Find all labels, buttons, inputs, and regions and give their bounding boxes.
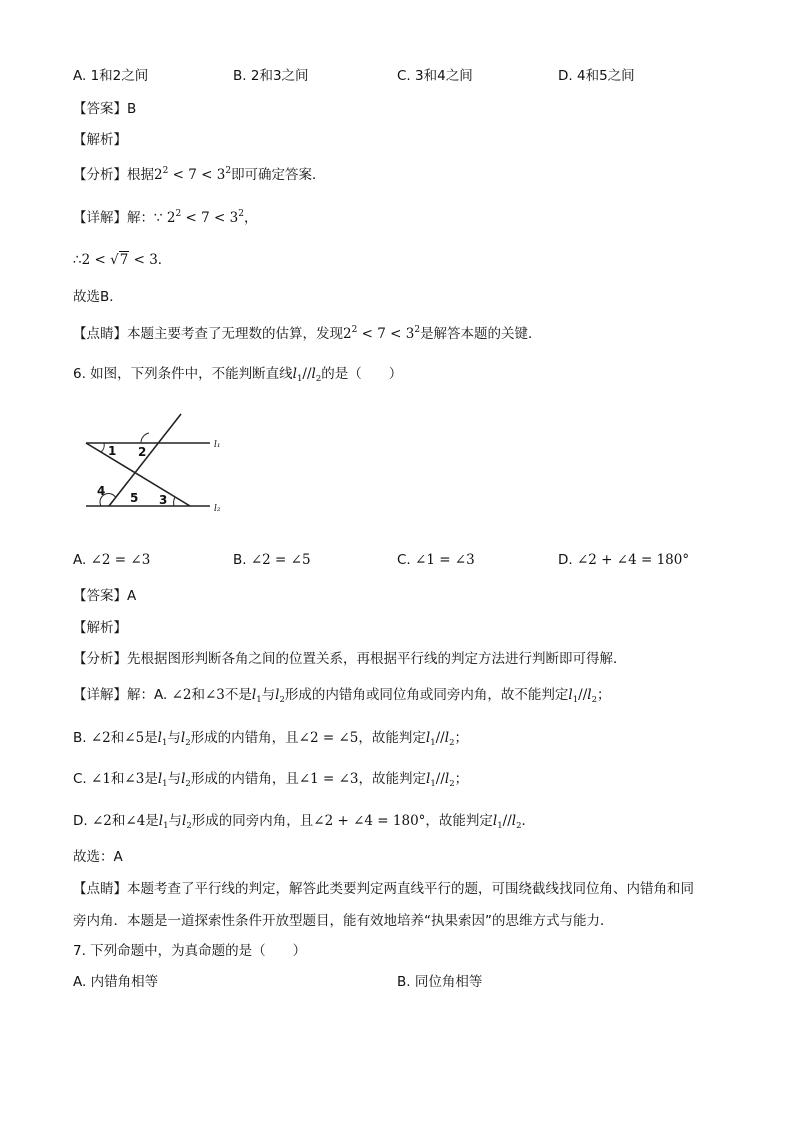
q6-detail-a: 【详解】解：A. ∠2和∠3不是$l_1$与$l_2$形成的内错角或同位角或同旁内角，故不能判定$l_1//l_2$； <box>73 687 611 705</box>
q5-option-c: C. 3和4之间 <box>397 68 473 84</box>
q6-analysis-label: 【解析】 <box>73 620 127 636</box>
q7-option-a: A. 内错角相等 <box>73 974 159 990</box>
q5-option-a: A. 1和2之间 <box>73 68 149 84</box>
angle-1-arc <box>101 443 104 452</box>
angle-1-label: 1 <box>108 444 117 458</box>
q6-choose: 故选：A <box>73 849 123 865</box>
q6-option-a: A. ∠2 = ∠3 <box>73 552 151 568</box>
q5-answer: 【答案】B <box>73 101 137 117</box>
angle-3-arc <box>174 497 175 506</box>
angle-5-label: 5 <box>130 491 139 505</box>
q6-dianjing-2: 旁内角．本题是一道探索性条件开放型题目，能有效地培养“执果索因”的思维方式与能力． <box>73 913 614 929</box>
q5-xiangjie: 【详解】解：∵ $2^2 < 7 < 3^2$， <box>73 209 258 226</box>
angle-4-label: 4 <box>97 484 106 498</box>
q5-analysis-label: 【解析】 <box>73 132 127 148</box>
q5-choose: 故选B． <box>73 289 123 305</box>
l1-label: l₁ <box>214 440 221 450</box>
q7-option-b: B. 同位角相等 <box>397 974 483 990</box>
q5-option-b: B. 2和3之间 <box>233 68 309 84</box>
q6-option-c: C. ∠1 = ∠3 <box>397 552 475 568</box>
q6-fenxi: 【分析】先根据图形判断各角之间的位置关系，再根据平行线的判定方法进行判断即可得解． <box>73 651 627 667</box>
q5-option-d: D. 4和5之间 <box>558 68 635 84</box>
q6-answer: 【答案】A <box>73 588 137 604</box>
q6-option-b: B. ∠2 = ∠5 <box>233 552 311 568</box>
l2-label: l₂ <box>214 504 221 514</box>
q6-stem: 6. 如图，下列条件中，不能判断直线$l_1//l_2$的是（ ） <box>73 366 403 384</box>
angle-2-label: 2 <box>138 445 147 459</box>
q5-therefore: ∴2 < √7 < 3． <box>73 252 172 268</box>
angle-3-label: 3 <box>159 493 168 507</box>
transversal-2 <box>109 414 181 506</box>
answer-label: 【答案】 <box>73 101 127 117</box>
angle-2-arc <box>141 433 149 443</box>
q6-option-d: D. ∠2 + ∠4 = 180° <box>558 552 690 568</box>
q5-fenxi: 【分析】根据$2^2 < 7 < 3^2$即可确定答案． <box>73 166 326 183</box>
q6-figure <box>82 408 232 514</box>
q6-detail-c: C. ∠1和∠3是$l_1$与$l_2$形成的内错角，且∠1 = ∠3，故能判定$l_1//l_2$； <box>73 771 469 789</box>
q6-detail-d: D. ∠2和∠4是$l_1$与$l_2$形成的同旁内角，且∠2 + ∠4 = 180°，故能判定$l_1//l_2$． <box>73 813 536 831</box>
q6-dianjing-1: 【点睛】本题考查了平行线的判定，解答此类要判定两直线平行的题，可围绕截线找同位角、内错角和同 <box>73 881 694 897</box>
q6-detail-b: B. ∠2和∠5是$l_1$与$l_2$形成的内错角，且∠2 = ∠5，故能判定$l_1//l_2$； <box>73 730 468 748</box>
q7-stem: 7. 下列命题中，为真命题的是（ ） <box>73 943 307 959</box>
q5-dianjing: 【点睛】本题主要考查了无理数的估算，发现$2^2 < 7 < 3^2$是解答本题的关键． <box>73 325 542 342</box>
